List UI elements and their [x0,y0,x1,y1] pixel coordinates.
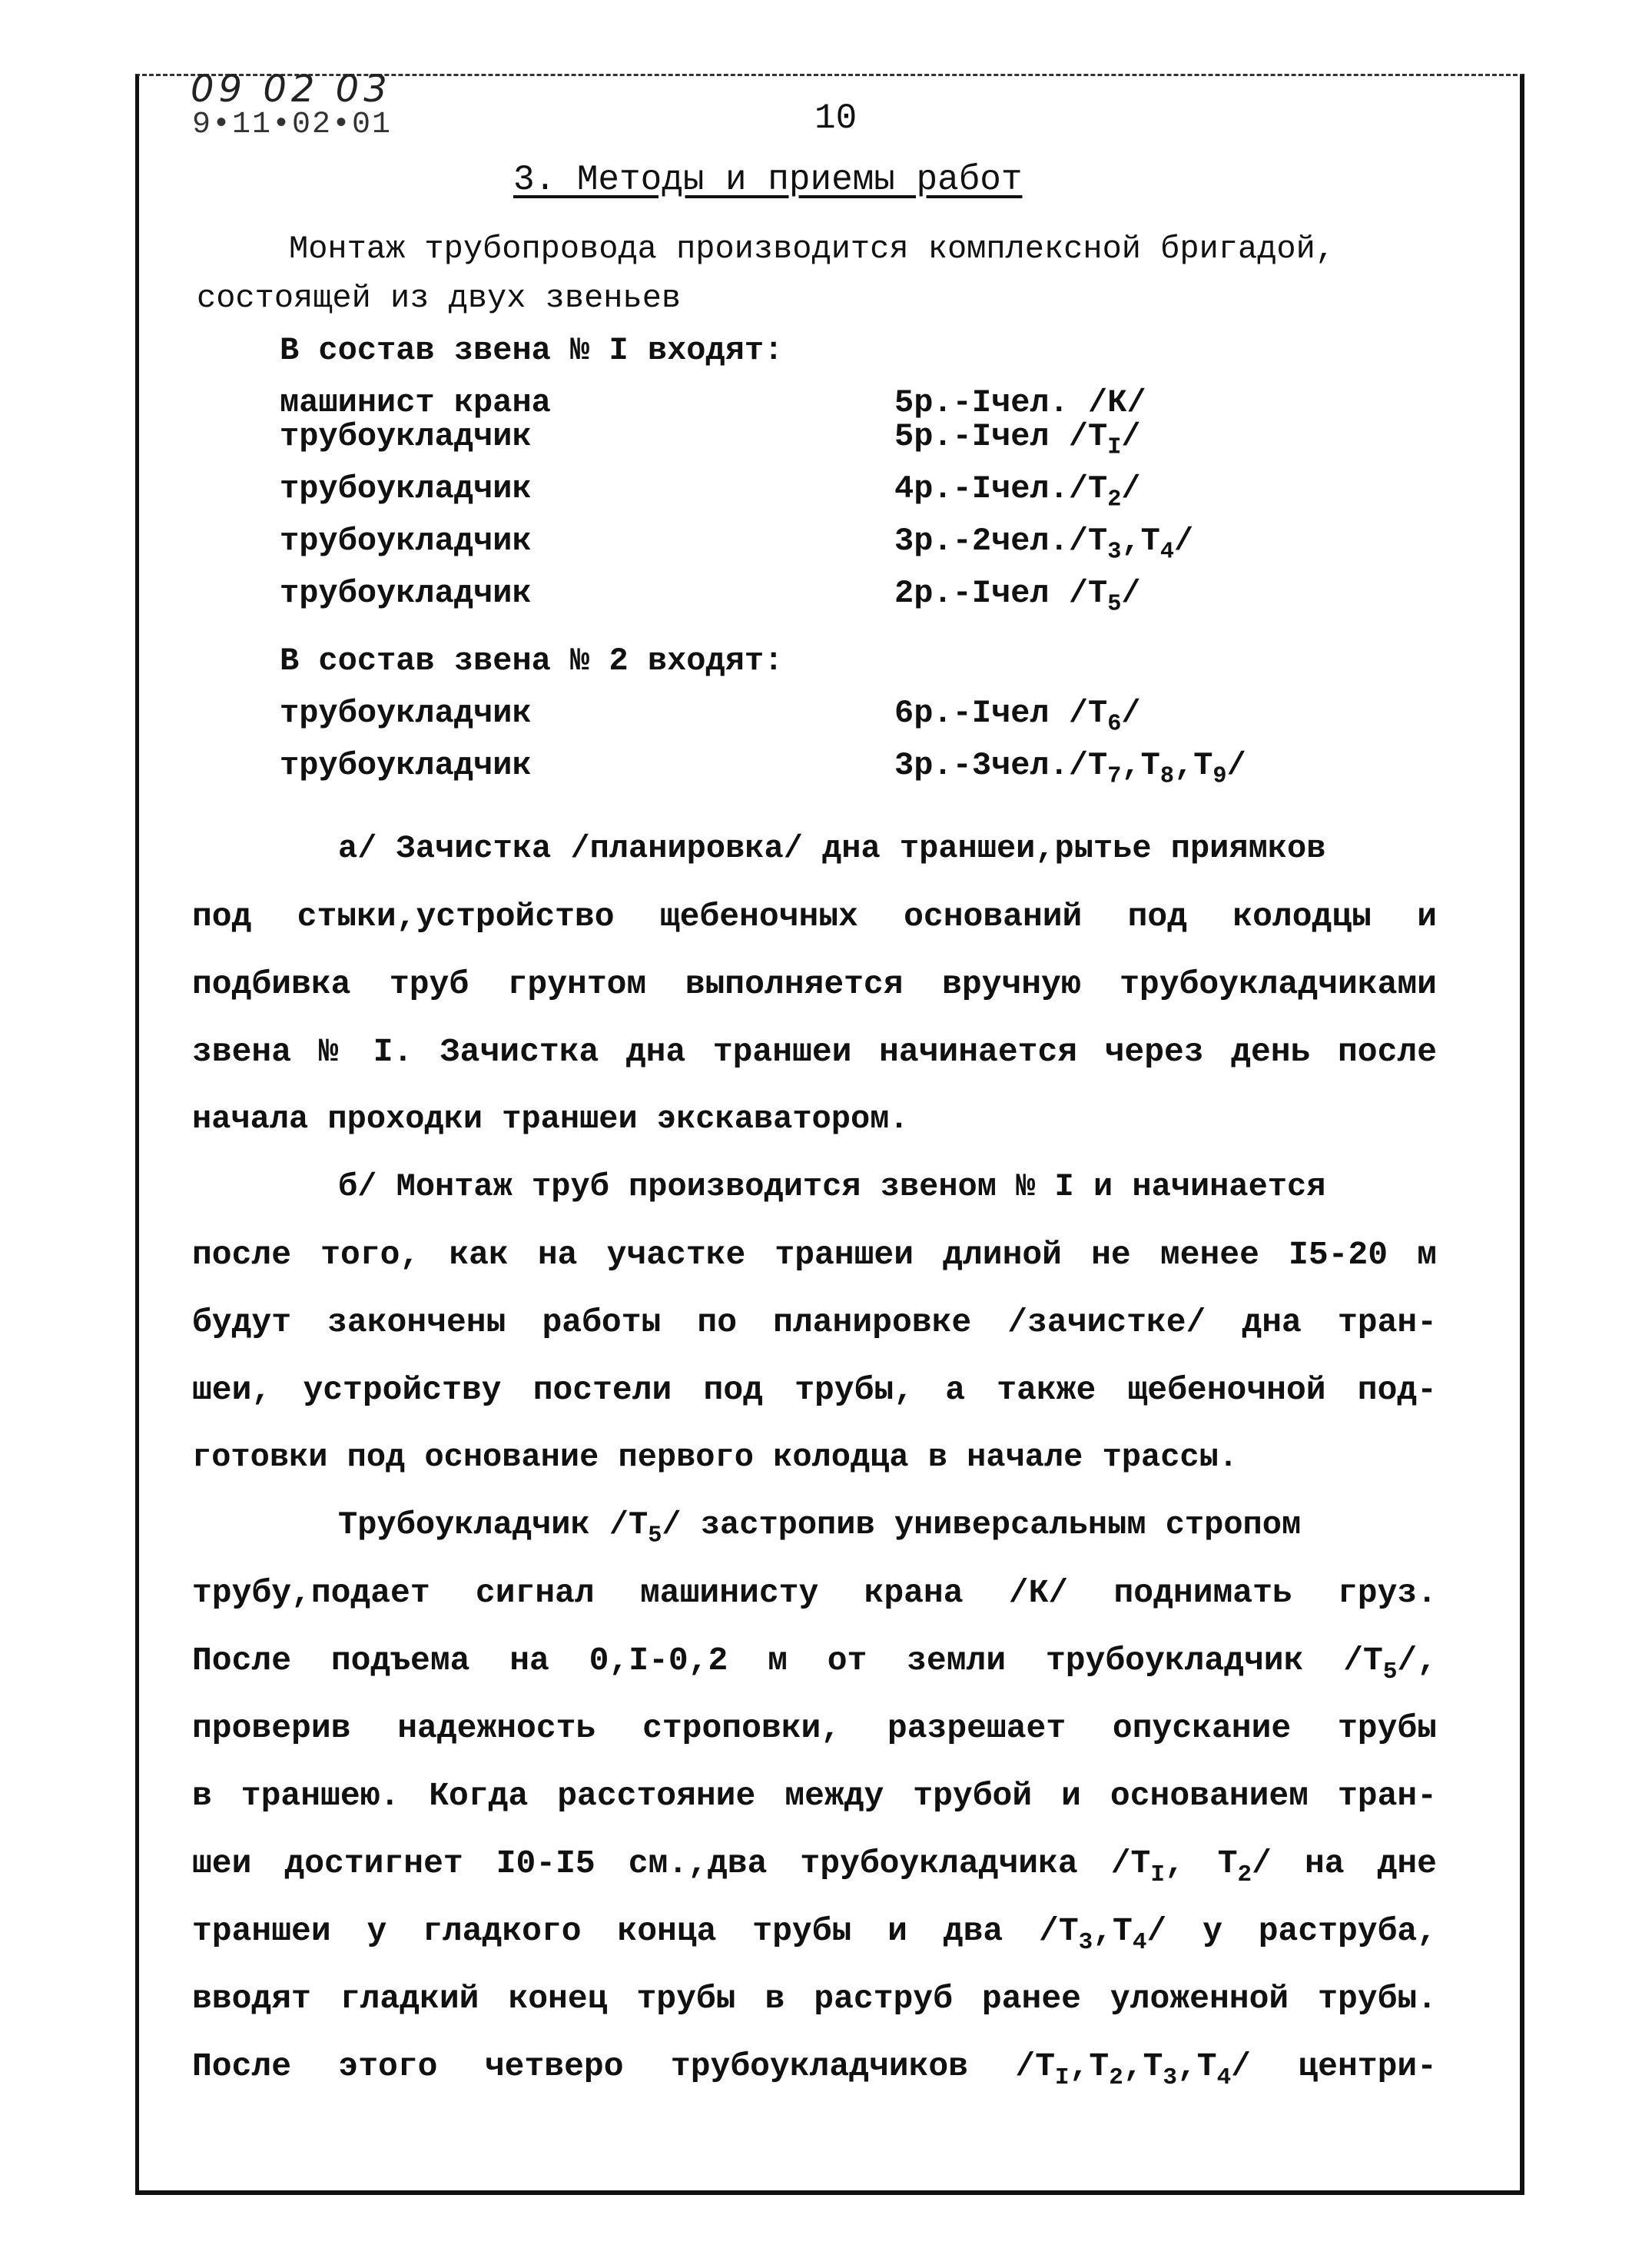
para-b-line: готовки под основание первого колодца в начале трассы. [192,1439,1239,1476]
crew2-spec: 6р.-Iчел $/Т_6/$ [894,695,1141,738]
crew1-role: трубоукладчик [280,470,532,507]
crew2-role: трубоукладчик [280,747,532,784]
para-b-line: б/ Монтаж труб производится звеном № I и начинается [338,1168,1326,1205]
crew1-spec: 2р.-Iчел $/Т_5/$ [894,575,1141,618]
crew1-role: трубоукладчик [280,523,532,560]
para-c-line: проверив надежность строповки, разрешает опускание трубы [192,1709,1437,1747]
para-a-line: подбивка труб грунтом выполняется вручную трубоукладчиками [192,965,1437,1003]
crew1-spec: 5р.-Iчел. /К/ [894,384,1146,421]
para-c-line: После подъема на 0,I-0,2 м от земли трубоукладчик $/Т_5/$, [192,1642,1437,1685]
para-c-line: в траншею. Когда расстояние между трубой и основанием тран- [192,1777,1437,1815]
para-c-line: После этого четверо трубоукладчиков $/Т_I,Т_2,Т_3,Т_4/$ центри- [192,2047,1437,2091]
para-c-line: трубу,подает сигнал машинисту крана /К/ поднимать груз. [192,1574,1437,1612]
para-c-line: шеи достигнет I0-I5 см.,два трубоукладчика $/Т_I$, $Т_2/$ на дне [192,1845,1437,1888]
para-a-line: звена № I. Зачистка дна траншеи начинается через день после [192,1033,1437,1071]
para-a-line: под стыки,устройство щебеночных оснований под колодцы и [192,898,1437,935]
intro-line-2: состоящей из двух звеньев [197,280,682,317]
crew1-spec: $3р.-2чел./Т_3,Т_4/$ [894,523,1194,566]
para-a-line: а/ Зачистка /планировка/ дна траншеи,рытье приямков [338,830,1326,867]
crew1-spec: 5р.-Iчел $/Т_I/$ [894,418,1141,461]
para-c-line: вводят гладкий конец трубы в раструб ранее уложенной трубы. [192,1980,1437,2017]
para-c-line: траншеи у гладкого конца трубы и два $/Т_3,Т_4/$ у раструба, [192,1912,1437,1956]
crew1-role: трубоукладчик [280,418,532,455]
crew1-spec: $4р.-Iчел./Т_2/$ [894,470,1141,513]
crew1-role: трубоукладчик [280,575,532,612]
crew2-heading: В состав звена № 2 входят: [280,643,784,679]
handwritten-note: 09 02 03 [191,68,392,111]
document-code: 9•11•02•01 [192,108,393,142]
page-number: 10 [814,98,858,138]
para-c-line: Трубоукладчик $/Т_5/$ застропив универсальным стропом [338,1506,1302,1549]
intro-line-1: Монтаж трубопровода производится комплексной бригадой, [289,231,1335,267]
crew1-heading: В состав звена № I входят: [280,332,784,369]
crew1-role: машинист крана [280,384,551,421]
para-b-line: после того, как на участке траншеи длиной не менее I5-20 м [192,1236,1437,1273]
crew2-spec: $3р.-3чел./Т_7,Т_8,Т_9/$ [894,747,1246,790]
section-title: 3. Методы и приемы работ [513,160,1023,200]
para-b-line: будут закончены работы по планировке /зачистке/ дна тран- [192,1303,1437,1341]
para-a-line: начала проходки траншеи экскаватором. [192,1101,909,1137]
crew2-role: трубоукладчик [280,695,532,732]
para-b-line: шеи, устройству постели под трубы, а также щебеночной под- [192,1371,1437,1409]
